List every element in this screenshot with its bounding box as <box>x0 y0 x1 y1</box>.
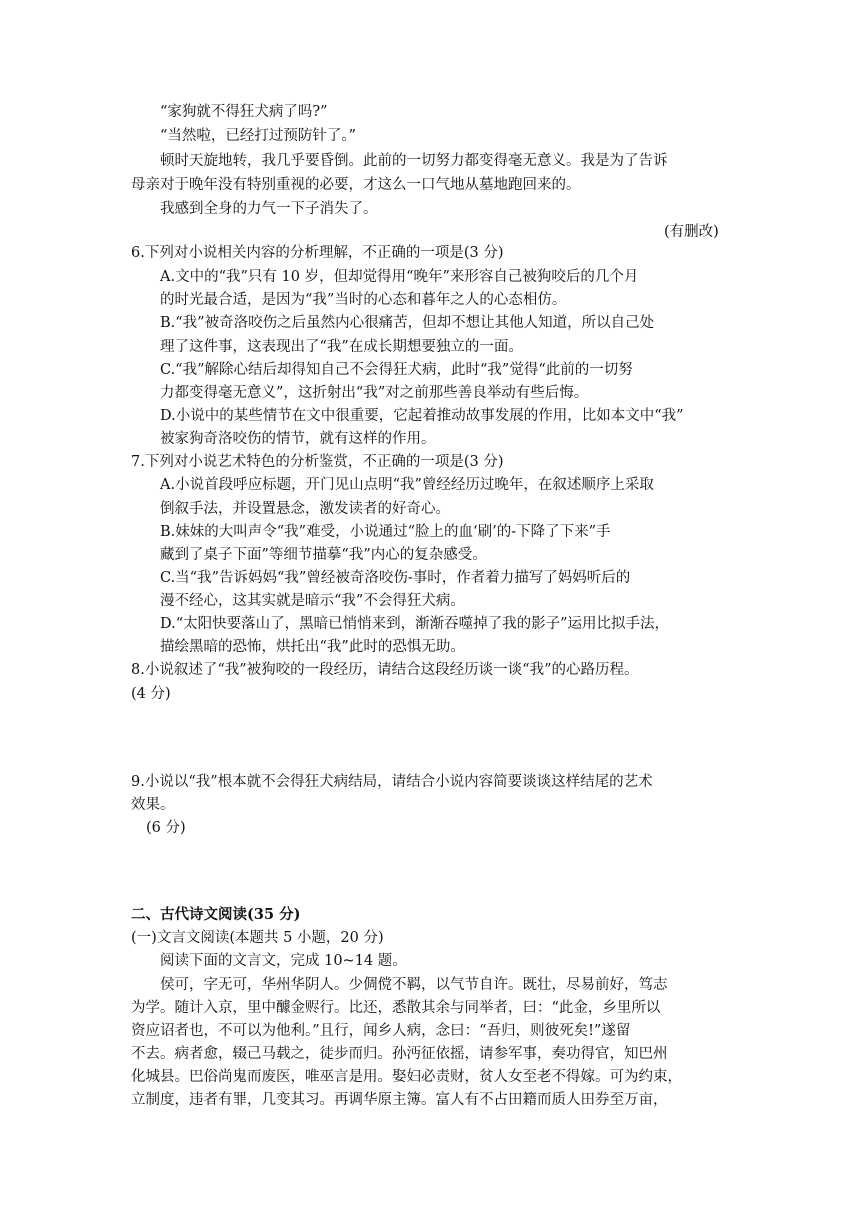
question-6-stem: 6.下列对小说相关内容的分析理解，不正确的一项是(3 分) <box>131 245 504 261</box>
question-7-stem: 7.下列对小说艺术特色的分析鉴赏，不正确的一项是(3 分) <box>131 454 504 470</box>
question-8: 8.小说叙述了“我”被狗咬的一段经历，请结合这段经历谈一谈“我”的心路历程。 <box>131 662 639 678</box>
question-8-points: (4 分) <box>131 686 171 702</box>
q7-option-a: A.小说首段呼应标题，开门见山点明“我”曾经经历过晚年，在叙述顺序上采取 <box>160 477 654 493</box>
dialogue-line: “当然啦，已经打过预防针了。” <box>160 128 357 144</box>
q7-option-b-cont: 藏到了桌子下面”等细节描摹“我”内心的复杂感受。 <box>160 547 487 563</box>
q6-option-c: C.“我”解除心结后却得知自己不会得狂犬病，此时“我”觉得“此前的一切努 <box>160 362 633 378</box>
source-note: (有删改) <box>664 224 719 240</box>
q6-option-d-cont: 被家狗奇洛咬伤的情节，就有这样的作用。 <box>160 431 436 447</box>
q7-option-c-cont: 漫不经心，这其实就是暗示“我”不会得狂犬病。 <box>160 593 465 609</box>
paragraph-line: 我感到全身的力气一下子消失了。 <box>160 201 378 217</box>
classical-text-line: 为学。随计入京，里中醵金赆行。比还，悉散其余与同举者，曰：“此金，乡里所以 <box>131 1000 661 1016</box>
q6-option-b-cont: 理了这件事，这表现出了“我”在成长期想要独立的一面。 <box>160 339 523 355</box>
q6-option-c-cont: 力都变得毫无意义”，这折射出“我”对之前那些善良举动有些后悔。 <box>160 385 589 401</box>
section-title: 二、古代诗文阅读(35 分) <box>131 906 301 923</box>
q6-option-a: A.文中的“我”只有 10 岁，但却觉得用“晚年”来形容自己被狗咬后的几个月 <box>160 269 639 285</box>
classical-text-line: 立制度，违者有罪，几变其习。再调华原主簿。富人有不占田籍而质人田券至万亩， <box>131 1092 668 1108</box>
subsection-title: (一)文言文阅读(本题共 5 小题，20 分) <box>131 930 384 946</box>
question-9-cont: 效果。 <box>131 797 175 813</box>
dialogue-line: “家狗就不得狂犬病了吗?” <box>160 104 328 120</box>
classical-text-line: 资应诏者也，不可以为他利。”且行，闻乡人病，念曰：“吾归，则彼死矣!”遂留 <box>131 1023 631 1039</box>
paragraph-line: 母亲对于晚年没有特别重视的必要，才这么一口气地从墓地跑回来的。 <box>131 177 581 193</box>
q7-option-d: D.“太阳快要落山了，黑暗已悄悄来到，渐渐吞噬掉了我的影子”运用比拟手法， <box>160 616 670 632</box>
classical-text-line: 侯可，字无可，华州华阴人。少倜傥不羁，以气节自许。既壮，尽易前好，笃志 <box>160 977 668 993</box>
question-9-points: (6 分) <box>146 820 186 836</box>
paragraph-line: 顿时天旋地转，我几乎要昏倒。此前的一切努力都变得毫无意义。我是为了告诉 <box>160 153 668 169</box>
reading-instruction: 阅读下面的文言文，完成 10~14 题。 <box>160 953 407 969</box>
q6-option-d: D.小说中的某些情节在文中很重要，它起着推动故事发展的作用，比如本文中“我” <box>160 408 684 424</box>
q7-option-a-cont: 倒叙手法，并设置悬念，激发读者的好奇心。 <box>160 501 450 517</box>
q6-option-b: B.“我”被奇洛咬伤之后虽然内心很痛苦，但却不想让其他人知道，所以自己处 <box>160 315 655 331</box>
question-9: 9.小说以“我”根本就不会得狂犬病结局，请结合小说内容简要谈谈这样结尾的艺术 <box>131 774 653 790</box>
q7-option-d-cont: 描绘黑暗的恐怖，烘托出“我”此时的恐惧无助。 <box>160 639 465 655</box>
classical-text-line: 不去。病者愈，辍己马载之，徒步而归。孙沔征依摇，请参军事，奏功得官，知巴州 <box>131 1046 668 1062</box>
q7-option-b: B.妹妹的大叫声令“我”难受，小说通过“脸上的血‘刷’的-下降了下来”手 <box>160 524 611 540</box>
q6-option-a-cont: 的时光最合适，是因为“我”当时的心态和暮年之人的心态相仿。 <box>160 292 567 308</box>
q7-option-c: C.当“我”告诉妈妈“我”曾经被奇洛咬伤-事时，作者着力描写了妈妈听后的 <box>160 570 631 586</box>
classical-text-line: 化城县。巴俗尚鬼而废医，唯巫言是用。娶妇必责财，贫人女至老不得嫁。可为约束， <box>131 1069 682 1085</box>
